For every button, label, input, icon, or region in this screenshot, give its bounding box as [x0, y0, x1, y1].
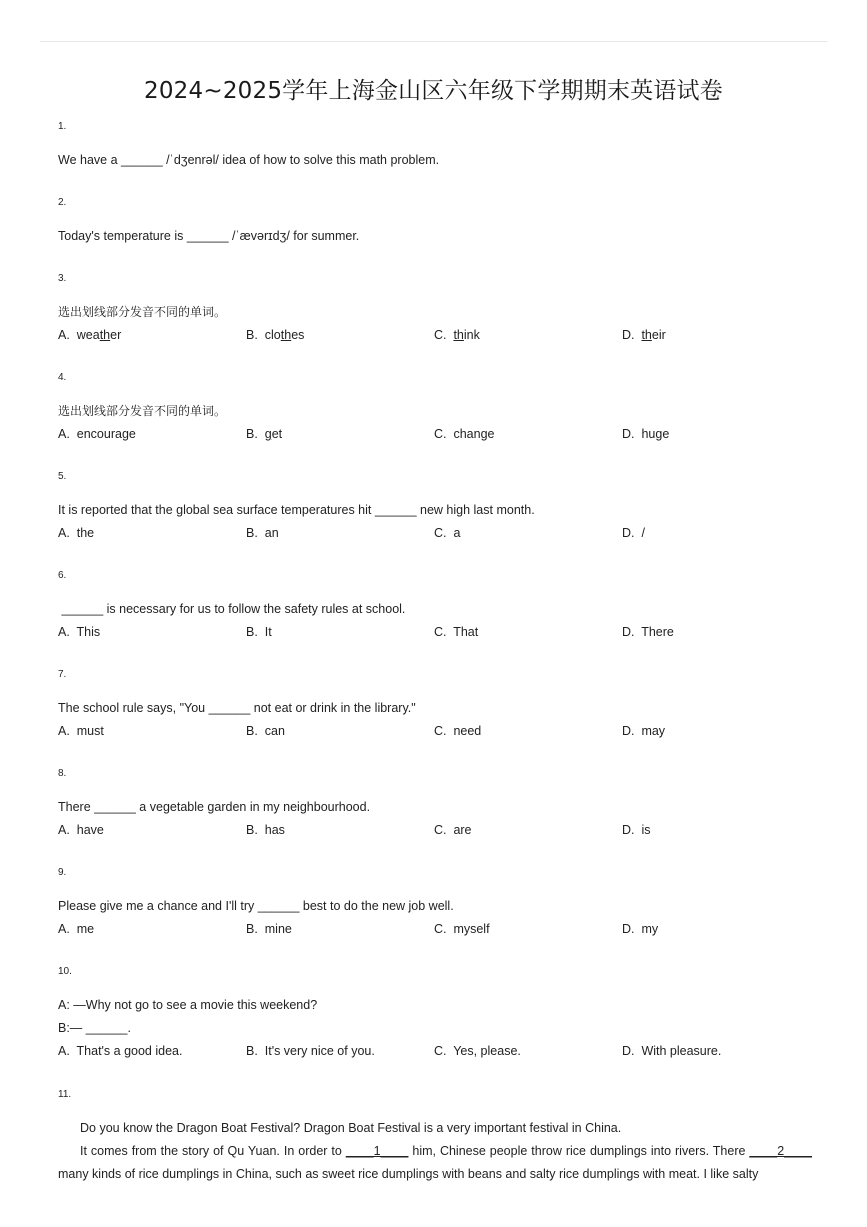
option-d[interactable]: D. There: [622, 625, 674, 639]
option-b[interactable]: B. has: [246, 823, 285, 837]
question-number: 8.: [58, 768, 67, 779]
option-d[interactable]: D. their: [622, 328, 666, 342]
question-stem: ______ is necessary for us to follow the safety rules at school.: [58, 602, 406, 616]
question-number: 6.: [58, 570, 67, 581]
option-c[interactable]: C. Yes, please.: [434, 1044, 521, 1058]
question-number: 9.: [58, 867, 67, 878]
question-number: 1.: [58, 121, 67, 132]
blank-1[interactable]: ____1____: [345, 1144, 409, 1158]
question-stem-line-2: B:— ______.: [58, 1021, 131, 1035]
option-a[interactable]: A. the: [58, 526, 95, 540]
question-number: 3.: [58, 273, 67, 284]
question-4: [58, 372, 812, 446]
question-10: [58, 966, 812, 1063]
question-stem: Please give me a chance and I'll try ______ best to do the new job well.: [58, 899, 454, 913]
option-a[interactable]: A. me: [58, 922, 95, 936]
question-1: [58, 121, 812, 172]
question-stem: There ______ a vegetable garden in my neighbourhood.: [58, 800, 371, 814]
question-stem: 选出划线部分发音不同的单词。: [58, 305, 227, 319]
option-b[interactable]: B. mine: [246, 922, 292, 936]
option-a[interactable]: A. This: [58, 625, 101, 639]
question-5: [58, 471, 812, 545]
page-top-divider: [40, 41, 827, 42]
question-number: 4.: [58, 372, 67, 383]
question-stem: The school rule says, "You ______ not eat or drink in the library.": [58, 701, 416, 715]
question-number: 2.: [58, 197, 67, 208]
passage-paragraph-2: It comes from the story of Qu Yuan. In order to ____1____ him, Chinese people throw rice dumplings into rivers. There ____2____ many kinds of rice dumplings in China, such as sweet rice dumplings with beans and salty rice dumplings with meat. I like salty: [58, 1144, 812, 1181]
option-row: [58, 918, 812, 941]
option-c[interactable]: C. need: [434, 724, 482, 738]
option-b[interactable]: B. It: [246, 625, 272, 639]
option-a[interactable]: A. encourage: [58, 427, 136, 441]
question-number: 5.: [58, 471, 67, 482]
question-stem-line-1: A: —Why not go to see a movie this weekend?: [58, 998, 318, 1012]
page-title: 2024~2025学年上海金山区六年级下学期期末英语试卷: [144, 78, 723, 104]
option-b[interactable]: B. clothes: [246, 328, 305, 342]
option-row: [58, 423, 812, 446]
option-d[interactable]: D. is: [622, 823, 651, 837]
option-row: [58, 720, 812, 743]
question-stem: We have a ______ /ˈdʒenrəl/ idea of how to solve this math problem.: [58, 153, 440, 167]
option-b[interactable]: B. get: [246, 427, 283, 441]
question-8: [58, 768, 812, 842]
question-number: 7.: [58, 669, 67, 680]
option-d[interactable]: D. huge: [622, 427, 670, 441]
option-row: [58, 819, 812, 842]
option-c[interactable]: C. a: [434, 526, 461, 540]
question-6: [58, 570, 812, 644]
option-d[interactable]: D. /: [622, 526, 645, 540]
option-b[interactable]: B. can: [246, 724, 285, 738]
option-a[interactable]: A. That's a good idea.: [58, 1044, 183, 1058]
option-d[interactable]: D. may: [622, 724, 666, 738]
question-stem: 选出划线部分发音不同的单词。: [58, 404, 227, 418]
question-3: [58, 273, 812, 347]
blank-2[interactable]: ____2____: [749, 1144, 812, 1158]
option-d[interactable]: D. With pleasure.: [622, 1044, 722, 1058]
option-d[interactable]: D. my: [622, 922, 659, 936]
option-row: [58, 621, 812, 644]
option-row: [58, 522, 812, 545]
option-row: [58, 1040, 812, 1063]
option-b[interactable]: B. an: [246, 526, 279, 540]
option-a[interactable]: A. weather: [58, 328, 122, 342]
option-c[interactable]: C. That: [434, 625, 479, 639]
option-c[interactable]: C. change: [434, 427, 495, 441]
passage-paragraph-1: Do you know the Dragon Boat Festival? Dragon Boat Festival is a very important festival in China.: [80, 1121, 622, 1135]
question-stem: Today's temperature is ______ /ˈævərɪdʒ/ for summer.: [58, 229, 360, 243]
question-2: [58, 197, 812, 248]
question-number: 10.: [58, 966, 72, 977]
option-c[interactable]: C. are: [434, 823, 472, 837]
option-a[interactable]: A. must: [58, 724, 104, 738]
question-number: 11.: [58, 1089, 72, 1100]
question-stem: It is reported that the global sea surface temperatures hit ______ new high last month.: [58, 503, 535, 517]
option-row: [58, 324, 812, 347]
question-9: [58, 867, 812, 941]
question-7: [58, 669, 812, 743]
option-a[interactable]: A. have: [58, 823, 104, 837]
option-b[interactable]: B. It's very nice of you.: [246, 1044, 375, 1058]
option-c[interactable]: C. myself: [434, 922, 490, 936]
option-c[interactable]: C. think: [434, 328, 480, 342]
question-11: [58, 1089, 812, 1186]
